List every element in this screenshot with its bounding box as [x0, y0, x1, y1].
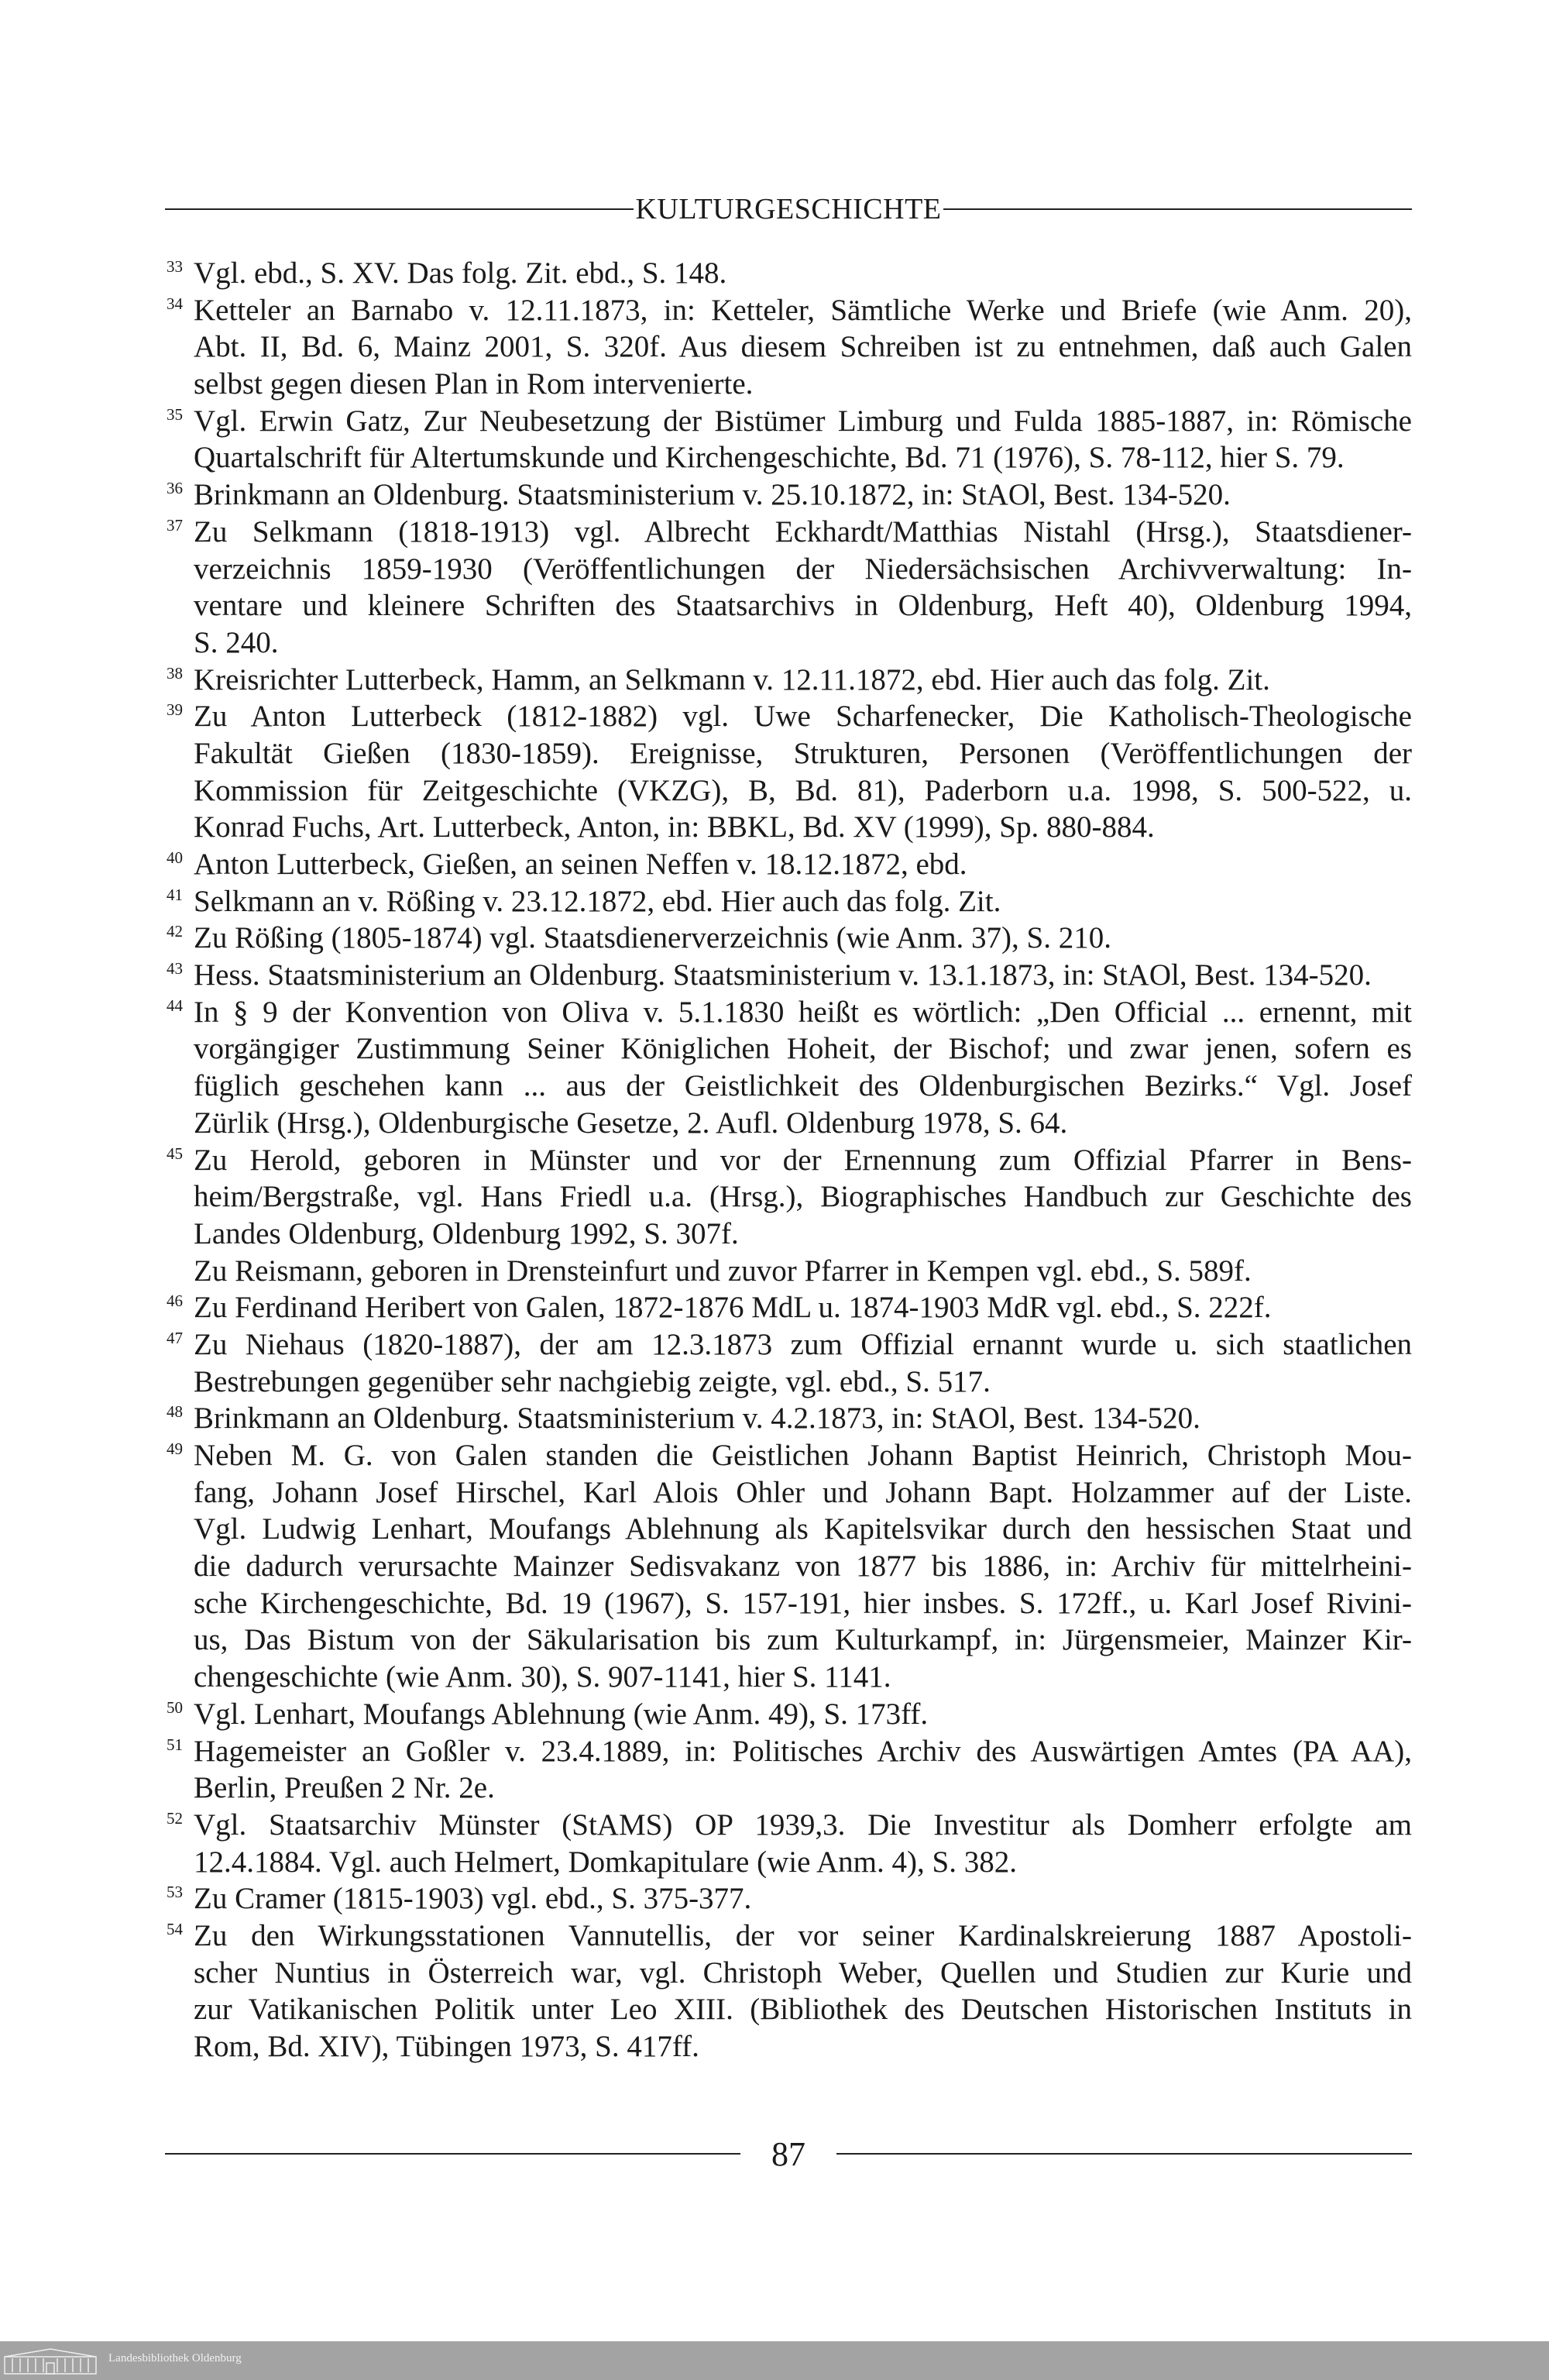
page-footer: [165, 2132, 1412, 2175]
footnote-number: 54: [167, 1919, 183, 1938]
footnote-number: 53: [167, 1883, 183, 1902]
footnote-line: S. 240.: [194, 625, 279, 659]
footnote: [165, 1696, 1412, 1733]
footnote-line: Zu Cramer (1815-1903) vgl. ebd., S. 375-377.: [194, 1882, 752, 1916]
footnote-number: 48: [167, 1402, 183, 1422]
footnote-line: sche Kirchengeschichte, Bd. 19 (1967), S. 157-191, hier insbes. S. 172ff., u. Karl Josef Rivini-: [194, 1586, 1412, 1620]
footnote: [165, 403, 1412, 476]
footnote: [165, 994, 1412, 1142]
footnote-line: Vgl. Ludwig Lenhart, Moufangs Ablehnung als Kapitelsvikar durch den hessischen Staat und: [194, 1512, 1412, 1546]
footnote-line: Rom, Bd. XIV), Tübingen 1973, S. 417ff.: [194, 2030, 699, 2063]
footnote: [165, 957, 1412, 994]
footnote-number: 38: [167, 663, 183, 683]
footnote-line: Neben M. G. von Galen standen die Geistlichen Johann Baptist Heinrich, Christoph Mou-: [194, 1439, 1412, 1472]
footnote: [165, 846, 1412, 883]
footnote: [165, 255, 1412, 292]
footnote: [165, 1733, 1412, 1807]
footnote-line: selbst gegen diesen Plan in Rom intervenierte.: [194, 367, 754, 401]
footnote-number: 42: [167, 922, 183, 941]
footnote-line: Brinkmann an Oldenburg. Staatsministerium v. 4.2.1873, in: StAOl, Best. 134-520.: [194, 1402, 1200, 1436]
footnote-number: 52: [167, 1808, 183, 1828]
footnote-line: fang, Johann Josef Hirschel, Karl Alois Ohler und Johann Bapt. Holzammer auf der Liste.: [194, 1475, 1412, 1509]
footnote-line: Zu Selkmann (1818-1913) vgl. Albrecht Eckhardt/Matthias Nistahl (Hrsg.), Staatsdiener-: [194, 514, 1412, 549]
footnote-line: Zu den Wirkungsstationen Vannutellis, der vor seiner Kardinalskreierung 1887 Apostoli-: [194, 1918, 1412, 1952]
footnote-line: Fakultät Gießen (1830-1859). Ereignisse, Strukturen, Personen (Veröffentlichungen der: [194, 736, 1412, 770]
footnote-line: vorgängiger Zustimmung Seiner Königlichen Hoheit, der Bischof; und zwar jenen, sofern es: [194, 1032, 1412, 1066]
running-header: [165, 187, 1412, 231]
footnote-line: Vgl. Lenhart, Moufangs Ablehnung (wie Anm. 49), S. 173ff.: [194, 1697, 929, 1731]
footer-rule-left: [165, 2153, 740, 2155]
footnote-line: Selkmann an v. Rößing v. 23.12.1872, ebd. Hier auch das folg. Zit.: [194, 884, 1001, 918]
footnote-line: Quartalschrift für Altertumskunde und Kirchengeschichte, Bd. 71 (1976), S. 78-112, hier S. 79.: [194, 441, 1345, 475]
footnote-line: Ketteler an Barnabo v. 12.11.1873, in: Ketteler, Sämtliche Werke und Briefe (wie Anm. 20),: [194, 293, 1412, 327]
footnote-line: Hess. Staatsministerium an Oldenburg. Staatsministerium v. 13.1.1873, in: StAOl, Best. 134-520.: [194, 958, 1372, 992]
footnote: [165, 514, 1412, 662]
footnote-number: 33: [167, 257, 183, 276]
footnote-line: 12.4.1884. Vgl. auch Helmert, Domkapitulare (wie Anm. 4), S. 382.: [194, 1845, 1017, 1879]
footnote-number: 44: [167, 996, 183, 1015]
footnote-line: Berlin, Preußen 2 Nr. 2e.: [194, 1771, 495, 1805]
footnote-line: Abt. II, Bd. 6, Mainz 2001, S. 320f. Aus diesem Schreiben ist zu entnehmen, daß auch Galen: [194, 330, 1412, 364]
footnote: [165, 1880, 1412, 1917]
footnote: [165, 1289, 1412, 1326]
footnote-number: 49: [167, 1439, 183, 1458]
footnote-line: Zu Rößing (1805-1874) vgl. Staatsdienerverzeichnis (wie Anm. 37), S. 210.: [194, 921, 1111, 955]
footnote-line: Vgl. Staatsarchiv Münster (StAMS) OP 1939,3. Die Investitur als Domherr erfolgte am: [194, 1807, 1412, 1842]
footnote-number: 37: [167, 515, 183, 535]
footnote-number: 51: [167, 1735, 183, 1754]
footnote-number: 39: [167, 700, 183, 720]
footnote-line: Zu Niehaus (1820-1887), der am 12.3.1873 zum Offizial ernannt wurde u. sich staatlichen: [194, 1327, 1412, 1361]
footnote-line: scher Nuntius in Österreich war, vgl. Christoph Weber, Quellen und Studien zur Kurie und: [194, 1955, 1412, 1990]
footnotes-list: [165, 255, 1412, 2065]
footnote: [165, 1253, 1412, 1290]
footnote: [165, 1400, 1412, 1437]
footnote: [165, 662, 1412, 699]
footnote-number: 40: [167, 848, 183, 867]
footnote-line: füglich geschehen kann ... aus der Geistlichkeit des Oldenburgischen Bezirks.“ Vgl. Josef: [194, 1069, 1412, 1103]
footnote-line: Kreisrichter Lutterbeck, Hamm, an Selkmann v. 12.11.1872, ebd. Hier auch das folg. Zit.: [194, 662, 1270, 696]
header-rule-left: [165, 208, 634, 210]
footnote-number: 43: [167, 959, 183, 978]
footnote-line: Brinkmann an Oldenburg. Staatsministerium v. 25.10.1872, in: StAOl, Best. 134-520.: [194, 478, 1231, 512]
footnote-number: 47: [167, 1328, 183, 1347]
footnote-line: Bestrebungen gegenüber sehr nachgiebig zeigte, vgl. ebd., S. 517.: [194, 1364, 991, 1398]
viewer-footer-bar: [0, 2341, 1549, 2380]
footer-rule-right: [836, 2153, 1412, 2155]
footnote-number: 34: [167, 294, 183, 313]
library-building-logo-icon: [3, 2347, 98, 2375]
library-name: Landesbibliothek Oldenburg: [108, 2352, 242, 2365]
footnote-line: chengeschichte (wie Anm. 30), S. 907-1141, hier S. 1141.: [194, 1660, 891, 1694]
footnote-line: Kommission für Zeitgeschichte (VKZG), B, Bd. 81), Paderborn u.a. 1998, S. 500-522, u.: [194, 773, 1412, 807]
footnote-line: Zu Herold, geboren in Münster und vor der Ernennung zum Offizial Pfarrer in Bens-: [194, 1143, 1412, 1177]
footnote: [165, 292, 1412, 403]
footnote-line: ventare und kleinere Schriften des Staatsarchivs in Oldenburg, Heft 40), Oldenburg 1994,: [194, 589, 1412, 623]
footnote: [165, 883, 1412, 920]
footnote: [165, 1142, 1412, 1253]
header-rule-right: [943, 208, 1412, 210]
footnote-number: 35: [167, 404, 183, 424]
footnote-number: 46: [167, 1291, 183, 1311]
footnote-number: 36: [167, 479, 183, 498]
running-header-title: KULTURGESCHICHTE: [635, 193, 942, 225]
footnote: [165, 1807, 1412, 1880]
footnote-line: Zu Ferdinand Heribert von Galen, 1872-1876 MdL u. 1874-1903 MdR vgl. ebd., S. 222f.: [194, 1291, 1272, 1325]
footnote-line: Anton Lutterbeck, Gießen, an seinen Neffen v. 18.12.1872, ebd.: [194, 848, 967, 881]
footnote-line: Zu Reismann, geboren in Drensteinfurt und zuvor Pfarrer in Kempen vgl. ebd., S. 589f.: [194, 1254, 1252, 1288]
footnote-line: heim/Bergstraße, vgl. Hans Friedl u.a. (Hrsg.), Biographisches Handbuch zur Geschichte des: [194, 1180, 1412, 1214]
footnote-line: verzeichnis 1859-1930 (Veröffentlichungen der Niedersächsischen Archivverwaltung: In-: [194, 552, 1412, 586]
footnote-number: 41: [167, 885, 183, 904]
footnote: [165, 1326, 1412, 1400]
footnote-line: Konrad Fuchs, Art. Lutterbeck, Anton, in: BBKL, Bd. XV (1999), Sp. 880-884.: [194, 810, 1155, 844]
footnote: [165, 698, 1412, 846]
footnote: [165, 1437, 1412, 1696]
footnote-line: Zürlik (Hrsg.), Oldenburgische Gesetze, 2. Aufl. Oldenburg 1978, S. 64.: [194, 1106, 1068, 1140]
footnote-number: 45: [167, 1144, 183, 1163]
footnote-line: Zu Anton Lutterbeck (1812-1882) vgl. Uwe Scharfenecker, Die Katholisch-Theologische: [194, 700, 1412, 734]
page-number: 87: [771, 2134, 805, 2173]
footnote-line: Landes Oldenburg, Oldenburg 1992, S. 307f.: [194, 1216, 739, 1250]
footnote-line: us, Das Bistum von der Säkularisation bis zum Kulturkampf, in: Jürgensmeier, Mainzer Kir-: [194, 1623, 1412, 1657]
footnote-number: 50: [167, 1697, 183, 1717]
footnote-line: zur Vatikanischen Politik unter Leo XIII. (Bibliothek des Deutschen Historischen Instituts in: [194, 1993, 1412, 2027]
footnote-line: die dadurch verursachte Mainzer Sedisvakanz von 1877 bis 1886, in: Archiv für mittelrheini-: [194, 1549, 1412, 1584]
footnote-line: Hagemeister an Goßler v. 23.4.1889, in: Politisches Archiv des Auswärtigen Amtes (PA AA),: [194, 1734, 1412, 1768]
footnote-line: Vgl. ebd., S. XV. Das folg. Zit. ebd., S. 148.: [194, 256, 727, 290]
footnote: [165, 920, 1412, 957]
footnote: [165, 1917, 1412, 2065]
footnote: [165, 476, 1412, 514]
footnote-line: In § 9 der Konvention von Oliva v. 5.1.1830 heißt es wörtlich: „Den Official ... ernennt, mit: [194, 995, 1412, 1029]
footnote-line: Vgl. Erwin Gatz, Zur Neubesetzung der Bistümer Limburg und Fulda 1885-1887, in: Römische: [194, 404, 1412, 438]
